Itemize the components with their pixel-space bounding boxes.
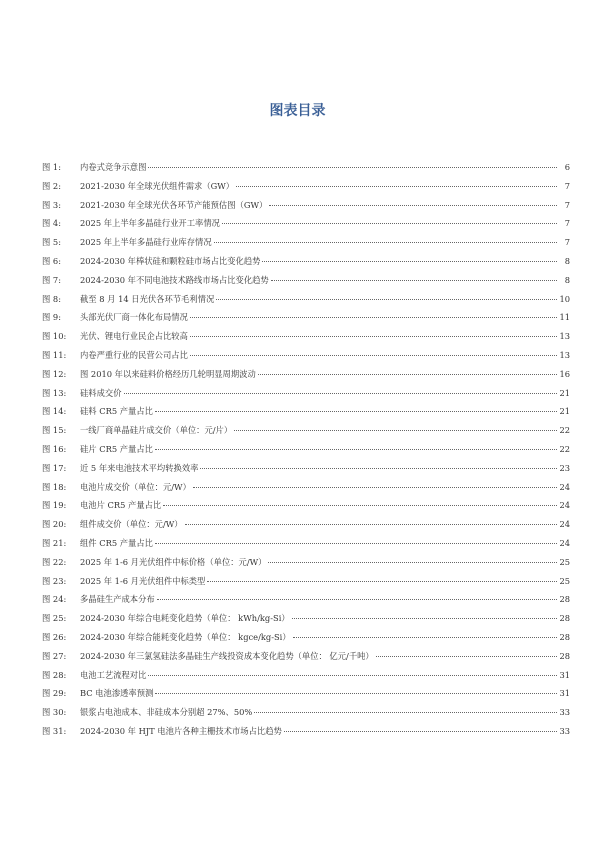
page-number: 16	[559, 368, 570, 379]
dot-leader	[222, 223, 557, 224]
dot-leader	[190, 355, 557, 356]
figure-label: 图 21:	[42, 537, 67, 548]
toc-entry[interactable]	[42, 553, 570, 572]
figure-title: 2024-2030 年 HJT 电池片各种主栅技术市场占比趋势	[80, 725, 282, 736]
toc-entry[interactable]	[42, 534, 570, 553]
toc-entry[interactable]	[42, 440, 570, 459]
figure-title: 光伏、锂电行业民企占比较高	[80, 331, 188, 342]
toc-entry[interactable]	[42, 384, 570, 403]
figure-title: 2024-2030 年三氯氢硅法多晶硅生产线投资成本变化趋势（单位： 亿元/千吨）	[80, 650, 374, 661]
toc-entry[interactable]	[42, 290, 570, 309]
page-number: 28	[559, 631, 570, 642]
toc-entry[interactable]	[42, 459, 570, 478]
dot-leader	[236, 186, 557, 187]
figure-title: 组件成交价（单位：元/W）	[80, 519, 183, 530]
figure-label: 图 29:	[42, 688, 67, 699]
dot-leader	[185, 524, 557, 525]
page-number: 7	[564, 237, 570, 248]
toc-entry[interactable]	[42, 233, 570, 252]
page-number: 24	[559, 537, 570, 548]
toc-entry[interactable]	[42, 703, 570, 722]
page-number: 21	[559, 387, 570, 398]
figure-label: 图 15:	[42, 425, 67, 436]
dot-leader	[207, 581, 557, 582]
figure-title: 2021-2030 年全球光伏各环节产能预估图（GW）	[80, 199, 268, 210]
page-number: 31	[559, 669, 570, 680]
dot-leader	[376, 656, 557, 657]
figure-label: 图 1:	[42, 162, 62, 172]
dot-leader	[155, 693, 557, 694]
dot-leader	[124, 393, 558, 394]
figure-label: 图 20:	[42, 519, 67, 530]
figure-title: 银浆占电池成本、非硅成本分别超 27%、50%	[80, 707, 253, 718]
toc-entry[interactable]	[42, 609, 570, 628]
figure-label: 图 26:	[42, 631, 67, 642]
page-number: 22	[559, 443, 570, 454]
figure-title: 一线厂商单晶硅片成交价（单位：元/片）	[80, 425, 233, 436]
figure-label: 图 12:	[42, 368, 67, 379]
page-number: 25	[559, 575, 570, 586]
dot-leader	[190, 317, 557, 318]
toc-entry[interactable]	[42, 252, 570, 271]
page-number: 24	[559, 500, 570, 511]
figure-title: 2024-2030 年不同电池技术路线市场占比变化趋势	[80, 274, 269, 285]
figure-label: 图 8:	[42, 293, 62, 304]
toc-entry[interactable]	[42, 496, 570, 515]
figure-label: 图 22:	[42, 556, 67, 567]
figure-title: 组件 CR5 产量占比	[80, 537, 153, 548]
toc-entry[interactable]	[42, 214, 570, 233]
figure-title: 头部光伏厂商一体化布局情况	[80, 312, 188, 323]
dot-leader	[148, 167, 557, 168]
figure-title: 硅料成交价	[80, 387, 122, 398]
dot-leader	[292, 618, 557, 619]
dot-leader	[155, 449, 557, 450]
dot-leader	[163, 505, 557, 506]
figure-title: 2024-2030 年综合能耗变化趋势（单位： kgce/kg-Si）	[80, 631, 291, 642]
toc-entry[interactable]	[42, 421, 570, 440]
dot-leader	[284, 731, 557, 732]
toc-entry[interactable]	[42, 327, 570, 346]
page-number: 13	[559, 331, 570, 342]
dot-leader	[155, 411, 557, 412]
dot-leader	[193, 487, 557, 488]
toc-entry[interactable]	[42, 590, 570, 609]
figure-label: 图 27:	[42, 650, 67, 661]
figure-label: 图 24:	[42, 594, 67, 605]
toc-entry[interactable]	[42, 365, 570, 384]
figure-title: 内卷严重行业的民营公司占比	[80, 349, 188, 360]
figure-label: 图 4:	[42, 218, 62, 229]
dot-leader	[269, 205, 557, 206]
dot-leader	[293, 637, 557, 638]
figure-label: 图 14:	[42, 406, 67, 417]
toc-entry[interactable]	[42, 722, 570, 741]
page-number: 24	[559, 481, 570, 492]
figure-title: 电池片成交价（单位：元/W）	[80, 481, 191, 492]
figure-label: 图 25:	[42, 613, 67, 624]
figure-label: 图 9:	[42, 312, 62, 323]
toc-entry[interactable]	[42, 177, 570, 196]
page-title: 图表目录	[269, 103, 326, 119]
figure-label: 图 28:	[42, 669, 67, 680]
page-number: 7	[564, 218, 570, 229]
figure-title: 多晶硅生产成本分布	[80, 594, 155, 605]
figure-title: 截至 8 月 14 日光伏各环节毛利情况	[80, 293, 215, 304]
figure-title: 2021-2030 年全球光伏组件需求（GW）	[80, 180, 235, 191]
dot-leader	[234, 430, 557, 431]
dot-leader	[200, 468, 557, 469]
figure-title: 内卷式竞争示意图	[80, 162, 147, 172]
toc-entry[interactable]	[42, 628, 570, 647]
dot-leader	[148, 675, 557, 676]
toc-entry[interactable]	[42, 346, 570, 365]
toc-entry[interactable]	[42, 308, 570, 327]
page-number: 22	[559, 425, 570, 436]
figure-label: 图 30:	[42, 707, 67, 718]
dot-leader	[190, 336, 557, 337]
figure-label: 图 17:	[42, 462, 67, 473]
dot-leader	[216, 299, 557, 300]
page-number: 28	[559, 650, 570, 661]
dot-leader	[157, 599, 557, 600]
page-number: 21	[559, 406, 570, 417]
figure-title: 2024-2030 年综合电耗变化趋势（单位： kWh/kg-Si）	[80, 613, 290, 624]
dot-leader	[254, 712, 557, 713]
page-number: 25	[559, 556, 570, 567]
figure-title: 2024-2030 年棒状硅和颗粒硅市场占比变化趋势	[80, 255, 261, 266]
page-number: 28	[559, 613, 570, 624]
toc-entry[interactable]	[42, 158, 570, 177]
figure-label: 图 3:	[42, 199, 62, 210]
dot-leader	[268, 562, 557, 563]
toc-entry[interactable]	[42, 515, 570, 534]
page-number: 8	[564, 255, 570, 266]
figure-title: 2025 年 1-6 月光伏组件中标价格（单位：元/W）	[80, 556, 267, 567]
page-number: 23	[559, 462, 570, 473]
dot-leader	[155, 543, 557, 544]
figure-label: 图 19:	[42, 500, 67, 511]
toc-entry[interactable]	[42, 572, 570, 591]
page-number: 13	[559, 349, 570, 360]
dot-leader	[214, 242, 557, 243]
toc-entry[interactable]	[42, 647, 570, 666]
figure-title: 2025 年 1-6 月光伏组件中标类型	[80, 575, 206, 586]
figure-title: 2025 年上半年多晶硅行业开工率情况	[80, 218, 220, 229]
figure-label: 图 16:	[42, 443, 67, 454]
dot-leader	[271, 280, 557, 281]
figure-title: 电池片 CR5 产量占比	[80, 500, 162, 511]
dot-leader	[258, 374, 557, 375]
page-number: 6	[564, 162, 570, 172]
page-number: 31	[559, 688, 570, 699]
page-number: 33	[559, 725, 570, 736]
figure-label: 图 11:	[42, 349, 67, 360]
toc-entry[interactable]	[42, 666, 570, 685]
page-number: 24	[559, 519, 570, 530]
dot-leader	[262, 261, 557, 262]
figure-title: 近 5 年来电池技术平均转换效率	[80, 462, 199, 473]
toc-entry[interactable]	[42, 196, 570, 215]
figure-label: 图 18:	[42, 481, 67, 492]
figure-title: BC 电池渗透率预测	[80, 688, 154, 699]
figure-label: 图 23:	[42, 575, 67, 586]
page-number: 28	[559, 594, 570, 605]
figure-label: 图 31:	[42, 725, 67, 736]
figure-list	[42, 158, 570, 741]
figure-title: 硅料 CR5 产量占比	[80, 406, 153, 417]
page-number: 7	[564, 180, 570, 191]
toc-entry[interactable]	[42, 478, 570, 497]
figure-label: 图 2:	[42, 180, 62, 191]
page-number: 11	[559, 312, 570, 323]
toc-entry[interactable]	[42, 402, 570, 421]
page-number: 7	[564, 199, 570, 210]
figure-label: 图 7:	[42, 274, 62, 285]
figure-title: 2025 年上半年多晶硅行业库存情况	[80, 237, 212, 248]
toc-entry[interactable]	[42, 271, 570, 290]
page-number: 8	[564, 274, 570, 285]
figure-label: 图 5:	[42, 237, 62, 248]
figure-label: 图 6:	[42, 255, 62, 266]
figure-title: 电池工艺流程对比	[80, 669, 147, 680]
figure-label: 图 10:	[42, 331, 67, 342]
figure-title: 硅片 CR5 产量占比	[80, 443, 153, 454]
figure-title: 图 2010 年以来硅料价格经历几轮明显周期波动	[80, 368, 256, 379]
figure-label: 图 13:	[42, 387, 67, 398]
toc-entry[interactable]	[42, 684, 570, 703]
page-number: 10	[559, 293, 570, 304]
page-number: 33	[559, 707, 570, 718]
